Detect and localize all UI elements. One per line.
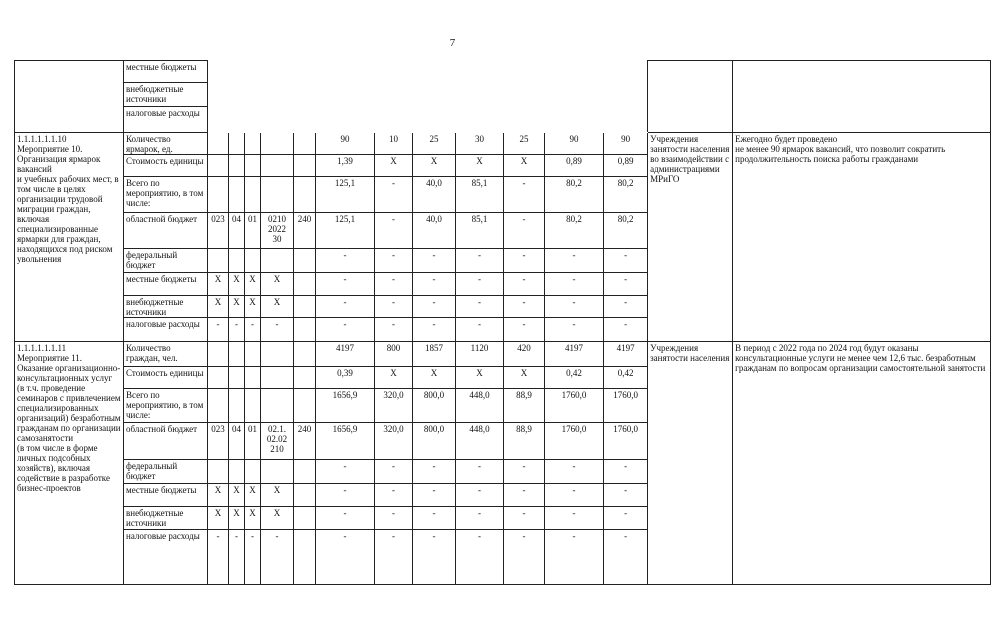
expense-type-code bbox=[294, 133, 316, 155]
value-cell: - bbox=[456, 296, 504, 318]
value-cell: 800,0 bbox=[413, 389, 456, 423]
value-cell: - bbox=[456, 530, 504, 585]
section-code bbox=[229, 249, 245, 273]
value-cell: 90 bbox=[545, 133, 604, 155]
expense-type-code: 240 bbox=[294, 213, 316, 249]
continuation-event-cell bbox=[15, 61, 124, 133]
value-cell: 1120 bbox=[456, 342, 504, 367]
indicator-label: Стоимость единицы bbox=[124, 155, 208, 177]
executor-cell: Учреждения занятости населения bbox=[648, 342, 733, 585]
continuation-source: налоговые расходы bbox=[126, 108, 200, 118]
value-cell: - bbox=[375, 249, 413, 273]
value-cell: - bbox=[413, 296, 456, 318]
value-cell: - bbox=[413, 249, 456, 273]
value-cell: - bbox=[413, 484, 456, 507]
target-article-code: Х bbox=[261, 507, 294, 530]
target-article-code: 02.1. 02.02 210 bbox=[261, 423, 294, 460]
grbs-code: - bbox=[208, 530, 229, 585]
grbs-code: 023 bbox=[208, 423, 229, 460]
value-cell: - bbox=[375, 460, 413, 484]
value-cell: - bbox=[504, 484, 545, 507]
subsection-code: 01 bbox=[245, 213, 261, 249]
section-code: 04 bbox=[229, 423, 245, 460]
indicator-label: Количество граждан, чел. bbox=[124, 342, 208, 367]
section-code bbox=[229, 342, 245, 367]
value-cell: - bbox=[545, 296, 604, 318]
value-cell: - bbox=[375, 507, 413, 530]
value-cell: - bbox=[456, 484, 504, 507]
target-article-code bbox=[261, 342, 294, 367]
value-cell: - bbox=[504, 273, 545, 296]
grbs-code bbox=[208, 460, 229, 484]
value-cell: - bbox=[316, 249, 375, 273]
subsection-code: Х bbox=[245, 273, 261, 296]
value-cell: 80,2 bbox=[545, 213, 604, 249]
value-cell: 4197 bbox=[545, 342, 604, 367]
grbs-code bbox=[208, 367, 229, 389]
expense-type-code bbox=[294, 273, 316, 296]
target-article-code bbox=[261, 177, 294, 213]
value-cell: - bbox=[604, 249, 648, 273]
value-cell: Х bbox=[375, 155, 413, 177]
program-measures-table bbox=[14, 60, 991, 585]
value-cell: - bbox=[413, 318, 456, 342]
value-cell: - bbox=[456, 273, 504, 296]
grbs-code bbox=[208, 389, 229, 423]
subsection-code: - bbox=[245, 530, 261, 585]
continuation-result bbox=[733, 61, 991, 133]
value-cell: - bbox=[504, 177, 545, 213]
section-code: - bbox=[229, 530, 245, 585]
indicator-label: федеральный бюджет bbox=[124, 460, 208, 484]
value-cell: 125,1 bbox=[316, 213, 375, 249]
section-code bbox=[229, 177, 245, 213]
value-cell: 1760,0 bbox=[604, 389, 648, 423]
value-cell: - bbox=[504, 460, 545, 484]
section-code bbox=[229, 460, 245, 484]
value-cell: - bbox=[545, 460, 604, 484]
value-cell: 4197 bbox=[604, 342, 648, 367]
section-code: Х bbox=[229, 273, 245, 296]
target-article-code bbox=[261, 133, 294, 155]
grbs-code bbox=[208, 249, 229, 273]
expense-type-code bbox=[294, 507, 316, 530]
section-code bbox=[229, 133, 245, 155]
value-cell: - bbox=[504, 507, 545, 530]
value-cell: - bbox=[545, 249, 604, 273]
value-cell: - bbox=[375, 213, 413, 249]
expense-type-code bbox=[294, 389, 316, 423]
indicator-label: областной бюджет bbox=[124, 213, 208, 249]
value-cell: 80,2 bbox=[604, 177, 648, 213]
value-cell: - bbox=[375, 318, 413, 342]
value-cell: Х bbox=[413, 155, 456, 177]
value-cell: - bbox=[375, 530, 413, 585]
indicator-label: налоговые расходы bbox=[124, 318, 208, 342]
value-cell: - bbox=[316, 484, 375, 507]
continuation-source: местные бюджеты bbox=[124, 61, 207, 83]
value-cell: 1760,0 bbox=[545, 423, 604, 460]
value-cell: 1760,0 bbox=[604, 423, 648, 460]
indicator-row bbox=[15, 133, 991, 155]
expense-type-code bbox=[294, 484, 316, 507]
target-article-code: - bbox=[261, 318, 294, 342]
subsection-code bbox=[245, 133, 261, 155]
value-cell: - bbox=[413, 507, 456, 530]
value-cell: - bbox=[604, 460, 648, 484]
expense-type-code bbox=[294, 342, 316, 367]
indicator-label: Всего по мероприятию, в том числе: bbox=[124, 389, 208, 423]
page-number: 7 bbox=[449, 37, 456, 49]
value-cell: 40,0 bbox=[413, 177, 456, 213]
target-article-code: - bbox=[261, 530, 294, 585]
value-cell: 25 bbox=[504, 133, 545, 155]
value-cell: 80,2 bbox=[604, 213, 648, 249]
event-name-cell: 1.1.1.1.1.1.11 Мероприятие 11. Оказание организационно-консультационных услуг (в т.ч. проведение семинаров с привлечением специализированных организаций) безработным гражданам по организации самозанятости (в том числе в форме личных подсобных хозяйств), включая содействие в разработке бизнес-проектов bbox=[15, 342, 124, 585]
grbs-code: 023 bbox=[208, 213, 229, 249]
subsection-code: Х bbox=[245, 296, 261, 318]
value-cell: - bbox=[413, 273, 456, 296]
continuation-source: внебюджетные источники bbox=[124, 83, 207, 107]
value-cell: 320,0 bbox=[375, 389, 413, 423]
subsection-code bbox=[245, 177, 261, 213]
value-cell: 85,1 bbox=[456, 213, 504, 249]
value-cell: - bbox=[504, 249, 545, 273]
grbs-code: Х bbox=[208, 273, 229, 296]
indicator-label: Всего по мероприятию, в том числе: bbox=[124, 177, 208, 213]
expense-type-code bbox=[294, 530, 316, 585]
value-cell: - bbox=[375, 296, 413, 318]
expense-type-code bbox=[294, 367, 316, 389]
value-cell: - bbox=[604, 484, 648, 507]
value-cell: - bbox=[456, 318, 504, 342]
indicator-label: внебюджетные источники bbox=[124, 296, 208, 318]
indicator-label: налоговые расходы bbox=[124, 530, 208, 585]
value-cell: - bbox=[316, 530, 375, 585]
subsection-code bbox=[245, 367, 261, 389]
value-cell: - bbox=[456, 249, 504, 273]
value-cell: 80,2 bbox=[545, 177, 604, 213]
value-cell: - bbox=[604, 507, 648, 530]
subsection-code bbox=[245, 460, 261, 484]
subsection-code bbox=[245, 155, 261, 177]
value-cell: 800,0 bbox=[413, 423, 456, 460]
target-article-code: Х bbox=[261, 273, 294, 296]
value-cell: - bbox=[545, 507, 604, 530]
target-article-code bbox=[261, 389, 294, 423]
value-cell: - bbox=[545, 318, 604, 342]
value-cell: 448,0 bbox=[456, 423, 504, 460]
grbs-code bbox=[208, 177, 229, 213]
value-cell: 0,89 bbox=[545, 155, 604, 177]
value-cell: - bbox=[504, 318, 545, 342]
value-cell: 1,39 bbox=[316, 155, 375, 177]
value-cell: 90 bbox=[604, 133, 648, 155]
value-cell: Х bbox=[413, 367, 456, 389]
expense-type-code bbox=[294, 318, 316, 342]
section-code bbox=[229, 389, 245, 423]
value-cell: 4197 bbox=[316, 342, 375, 367]
value-cell: Х bbox=[456, 155, 504, 177]
section-code bbox=[229, 155, 245, 177]
value-cell: 30 bbox=[456, 133, 504, 155]
section-code: Х bbox=[229, 296, 245, 318]
grbs-code: Х bbox=[208, 484, 229, 507]
event-name-cell: 1.1.1.1.1.1.10 Мероприятие 10. Организация ярмарок вакансий и учебных рабочих мест, в том числе в целях организации трудовой миграции граждан, включая специализированные ярмарки для граждан, находящихся под риском увольнения bbox=[15, 133, 124, 342]
value-cell: Х bbox=[375, 367, 413, 389]
value-cell: - bbox=[413, 460, 456, 484]
grbs-code bbox=[208, 155, 229, 177]
grbs-code bbox=[208, 133, 229, 155]
indicator-label: внебюджетные источники bbox=[124, 507, 208, 530]
continuation-row bbox=[15, 61, 991, 133]
value-cell: Х bbox=[504, 155, 545, 177]
value-cell: - bbox=[604, 530, 648, 585]
value-cell: - bbox=[375, 177, 413, 213]
target-article-code: Х bbox=[261, 484, 294, 507]
value-cell: 1656,9 bbox=[316, 423, 375, 460]
value-cell: - bbox=[504, 213, 545, 249]
value-cell: - bbox=[456, 460, 504, 484]
value-cell: 0,89 bbox=[604, 155, 648, 177]
subsection-code bbox=[245, 389, 261, 423]
value-cell: - bbox=[545, 484, 604, 507]
value-cell: - bbox=[316, 507, 375, 530]
section-code: - bbox=[229, 318, 245, 342]
expense-type-code bbox=[294, 155, 316, 177]
grbs-code: - bbox=[208, 318, 229, 342]
value-cell: - bbox=[375, 273, 413, 296]
expense-type-code bbox=[294, 177, 316, 213]
value-cell: 320,0 bbox=[375, 423, 413, 460]
indicator-label: Стоимость единицы bbox=[124, 367, 208, 389]
subsection-code: 01 bbox=[245, 423, 261, 460]
subsection-code bbox=[245, 342, 261, 367]
value-cell: 0,42 bbox=[545, 367, 604, 389]
value-cell: - bbox=[456, 507, 504, 530]
indicator-label: местные бюджеты bbox=[124, 273, 208, 296]
value-cell: 40,0 bbox=[413, 213, 456, 249]
target-article-code bbox=[261, 155, 294, 177]
subsection-code: Х bbox=[245, 484, 261, 507]
indicator-row bbox=[15, 342, 991, 367]
continuation-blank bbox=[208, 61, 648, 133]
value-cell: - bbox=[545, 530, 604, 585]
value-cell: - bbox=[504, 530, 545, 585]
section-code: Х bbox=[229, 484, 245, 507]
section-code: 04 bbox=[229, 213, 245, 249]
value-cell: 10 bbox=[375, 133, 413, 155]
executor-cell: Учреждения занятости населения во взаимодействии с администрациями МРиГО bbox=[648, 133, 733, 342]
result-cell: Ежегодно будет проведено не менее 90 ярмарок вакансий, что позволит сократить продолжительность поиска работы гражданами bbox=[733, 133, 991, 342]
value-cell: 25 bbox=[413, 133, 456, 155]
continuation-executor bbox=[648, 61, 733, 133]
value-cell: 448,0 bbox=[456, 389, 504, 423]
grbs-code: Х bbox=[208, 507, 229, 530]
value-cell: 88,9 bbox=[504, 389, 545, 423]
value-cell: 85,1 bbox=[456, 177, 504, 213]
indicator-label: областной бюджет bbox=[124, 423, 208, 460]
value-cell: 0,39 bbox=[316, 367, 375, 389]
continuation-sources-cell bbox=[124, 61, 208, 133]
value-cell: - bbox=[375, 484, 413, 507]
target-article-code: 0210 2022 30 bbox=[261, 213, 294, 249]
expense-type-code bbox=[294, 249, 316, 273]
value-cell: 90 bbox=[316, 133, 375, 155]
value-cell: - bbox=[316, 460, 375, 484]
result-cell: В период с 2022 года по 2024 год будут оказаны консультационные услуги не менее чем 12,6 тыс. безработным гражданам по вопросам организации самостоятельной занятости bbox=[733, 342, 991, 585]
target-article-code bbox=[261, 249, 294, 273]
value-cell: 125,1 bbox=[316, 177, 375, 213]
value-cell: 1760,0 bbox=[545, 389, 604, 423]
grbs-code bbox=[208, 342, 229, 367]
value-cell: - bbox=[504, 296, 545, 318]
value-cell: 88,9 bbox=[504, 423, 545, 460]
expense-type-code bbox=[294, 460, 316, 484]
grbs-code: Х bbox=[208, 296, 229, 318]
value-cell: 1656,9 bbox=[316, 389, 375, 423]
value-cell: - bbox=[316, 318, 375, 342]
value-cell: 0,42 bbox=[604, 367, 648, 389]
value-cell: - bbox=[604, 273, 648, 296]
value-cell: - bbox=[604, 318, 648, 342]
subsection-code bbox=[245, 249, 261, 273]
value-cell: 420 bbox=[504, 342, 545, 367]
indicator-label: Количество ярмарок, ед. bbox=[124, 133, 208, 155]
value-cell: Х bbox=[504, 367, 545, 389]
value-cell: Х bbox=[456, 367, 504, 389]
subsection-code: - bbox=[245, 318, 261, 342]
target-article-code bbox=[261, 460, 294, 484]
value-cell: - bbox=[413, 530, 456, 585]
value-cell: - bbox=[316, 273, 375, 296]
section-code: Х bbox=[229, 507, 245, 530]
expense-type-code bbox=[294, 296, 316, 318]
expense-type-code: 240 bbox=[294, 423, 316, 460]
section-code bbox=[229, 367, 245, 389]
indicator-label: федеральный бюджет bbox=[124, 249, 208, 273]
target-article-code: Х bbox=[261, 296, 294, 318]
target-article-code bbox=[261, 367, 294, 389]
value-cell: - bbox=[545, 273, 604, 296]
subsection-code: Х bbox=[245, 507, 261, 530]
value-cell: - bbox=[604, 296, 648, 318]
value-cell: 800 bbox=[375, 342, 413, 367]
indicator-label: местные бюджеты bbox=[124, 484, 208, 507]
value-cell: - bbox=[316, 296, 375, 318]
value-cell: 1857 bbox=[413, 342, 456, 367]
